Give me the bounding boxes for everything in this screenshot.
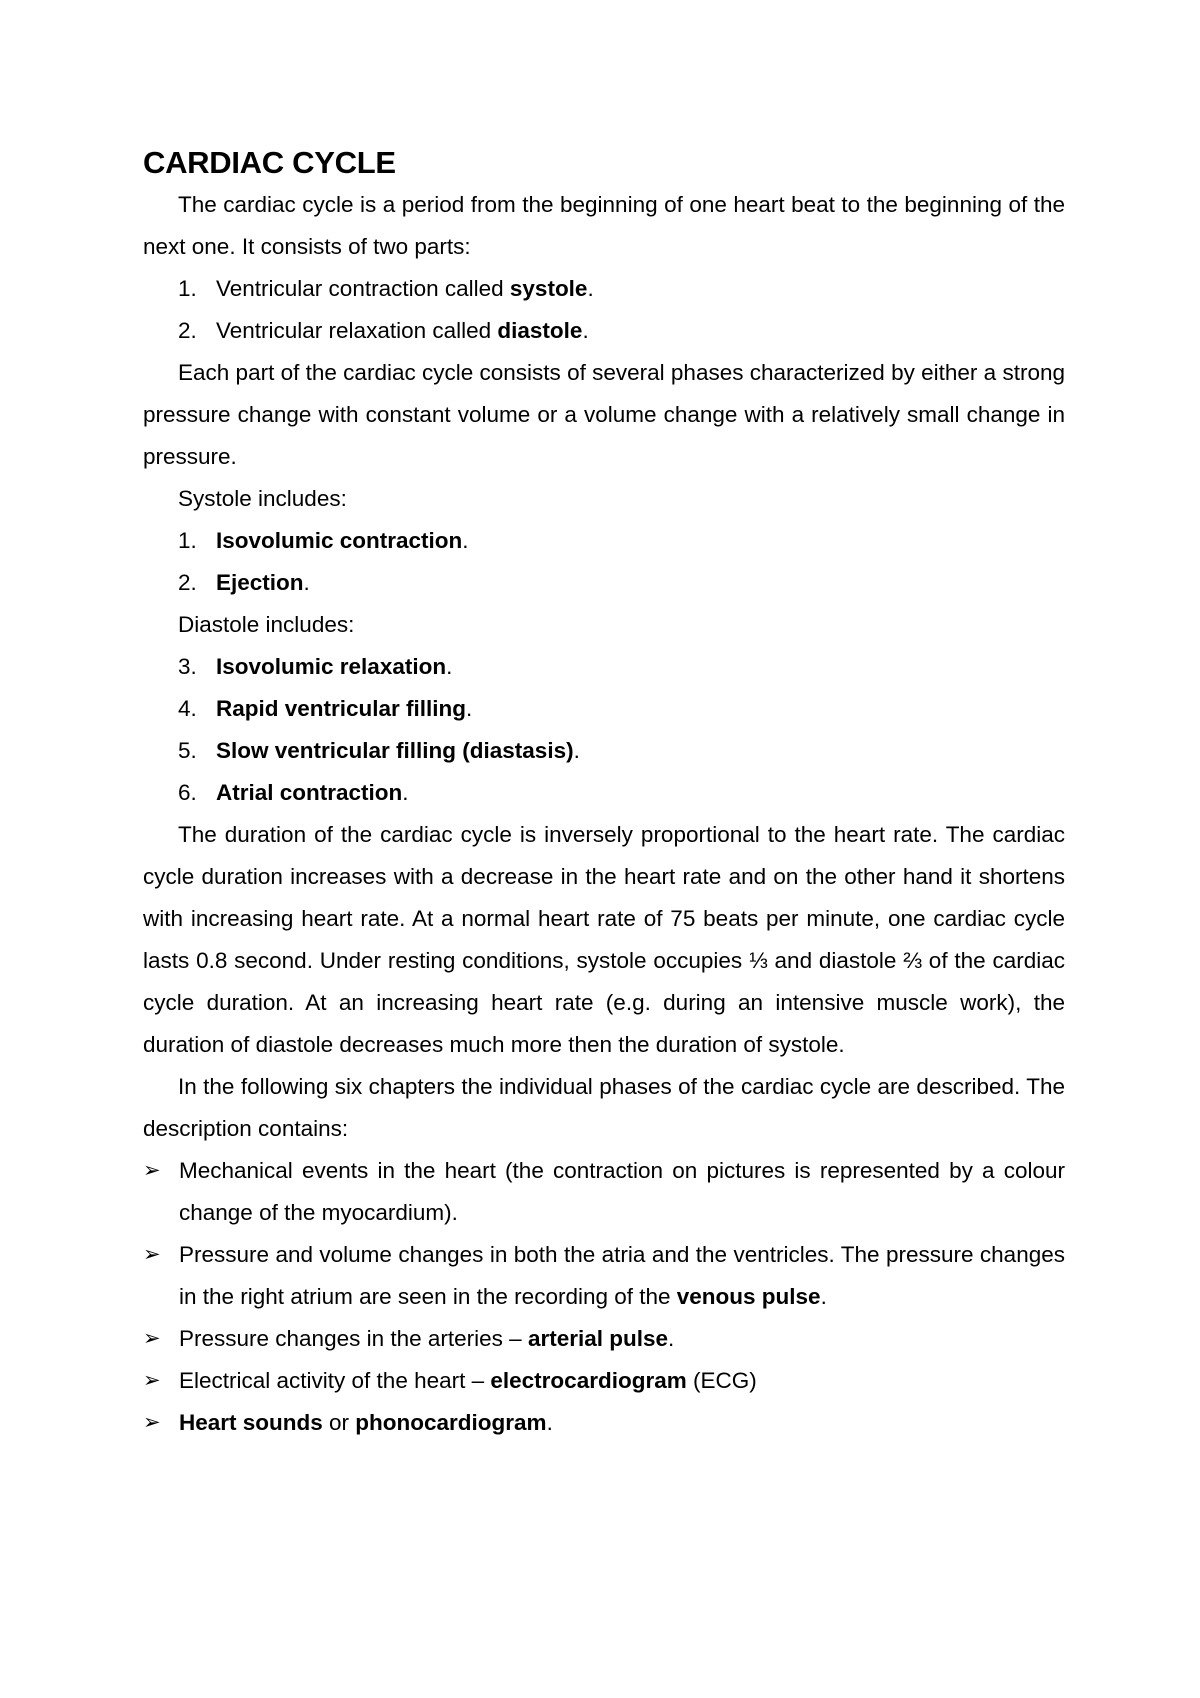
systole-heading: Systole includes: — [178, 486, 347, 511]
bullet-bold-term: phonocardiogram — [355, 1410, 547, 1435]
list-item: 2. Ejection. — [143, 562, 1065, 604]
bullet-item — [143, 1150, 1065, 1234]
document-body — [143, 142, 1065, 1444]
bullet-item: ➢ Pressure changes in the arteries – arterial pulse. — [143, 1318, 1065, 1360]
page-title: CARDIAC CYCLE — [143, 145, 396, 180]
list-number: 6. — [178, 780, 197, 805]
list-item-systole: 1. Ventricular contraction called systole. — [143, 268, 1065, 310]
arrow-bullet-icon: ➢ — [143, 1369, 161, 1392]
list-number: 2. — [178, 318, 197, 343]
bullet-text: Mechanical events in the heart (the contraction on pictures is represented by a colour change of the myocardium). — [179, 1158, 1065, 1225]
list-bold-term: Atrial contraction — [216, 780, 403, 805]
list-number: 2. — [178, 570, 197, 595]
list-number: 1. — [178, 528, 197, 553]
arrow-bullet-icon: ➢ — [143, 1243, 161, 1266]
list-bold-term: Slow ventricular filling (diastasis) — [216, 738, 574, 763]
intro-paragraph: The cardiac cycle is a period from the beginning of one heart beat to the beginning of the next one. It consists of two parts: — [143, 192, 1065, 259]
list-item: 1. Isovolumic contraction. — [143, 520, 1065, 562]
diastole-heading: Diastole includes: — [178, 612, 355, 637]
list-item: 6. Atrial contraction. — [143, 772, 1065, 814]
phases-paragraph: Each part of the cardiac cycle consists of several phases characterized by either a strong pressure change with constant volume or a volume change with a relatively small change in pressure. — [143, 360, 1065, 469]
list-bold-term: systole — [509, 276, 588, 301]
bullet-item: ➢ Electrical activity of the heart – electrocardiogram (ECG) — [143, 1360, 1065, 1402]
bullet-text: Pressure changes in the arteries – — [179, 1326, 528, 1351]
list-bold-term: Isovolumic relaxation — [216, 654, 447, 679]
bullet-item: ➢ Pressure and volume changes in both the atria and the ventricles. The pressure changes in the right atrium are seen in the recording of the venous pulse. — [143, 1234, 1065, 1318]
list-text: Ventricular contraction called — [216, 276, 510, 301]
list-bold-term: Isovolumic contraction — [216, 528, 463, 553]
list-bold-term: Rapid ventricular filling — [216, 696, 467, 721]
arrow-bullet-icon: ➢ — [143, 1159, 161, 1182]
list-number: 5. — [178, 738, 197, 763]
bullet-text: Pressure and volume changes in both the atria and the ventricles. The pressure changes in the right atrium are seen in the recording of the — [179, 1242, 1065, 1309]
bullet-bold-term: venous pulse — [676, 1284, 821, 1309]
bullet-bold-term: electrocardiogram — [490, 1368, 687, 1393]
chapters-paragraph: In the following six chapters the individual phases of the cardiac cycle are described. The description contains: — [143, 1074, 1065, 1141]
list-bold-term: diastole — [497, 318, 583, 343]
bullet-bold-term: arterial pulse — [527, 1326, 669, 1351]
list-item: 4. Rapid ventricular filling. — [143, 688, 1065, 730]
bullet-item: ➢ Heart sounds or phonocardiogram. — [143, 1402, 1065, 1444]
list-number: 3. — [178, 654, 197, 679]
list-item: 3. Isovolumic relaxation. — [143, 646, 1065, 688]
list-number: 4. — [178, 696, 197, 721]
arrow-bullet-icon: ➢ — [143, 1327, 161, 1350]
list-number: 1. — [178, 276, 197, 301]
arrow-bullet-icon: ➢ — [143, 1411, 161, 1434]
list-item-diastole: 2. Ventricular relaxation called diastole. — [143, 310, 1065, 352]
list-text: Ventricular relaxation called — [216, 318, 498, 343]
list-item: 5. Slow ventricular filling (diastasis). — [143, 730, 1065, 772]
bullet-text: Electrical activity of the heart – — [179, 1368, 491, 1393]
list-bold-term: Ejection — [216, 570, 304, 595]
bullet-bold-term: Heart sounds — [179, 1410, 323, 1435]
duration-paragraph: The duration of the cardiac cycle is inversely proportional to the heart rate. The cardiac cycle duration increases with a decrease in the heart rate and on the other hand it shortens with increasing heart rate. At a normal heart rate of 75 beats per minute, one cardiac cycle lasts 0.8 second. Under resting conditions, systole occupies ⅓ and diastole ⅔ of the cardiac cycle duration. At an increasing heart rate (e.g. during an intensive muscle work), the duration of diastole decreases much more then the duration of systole. — [143, 822, 1065, 1057]
